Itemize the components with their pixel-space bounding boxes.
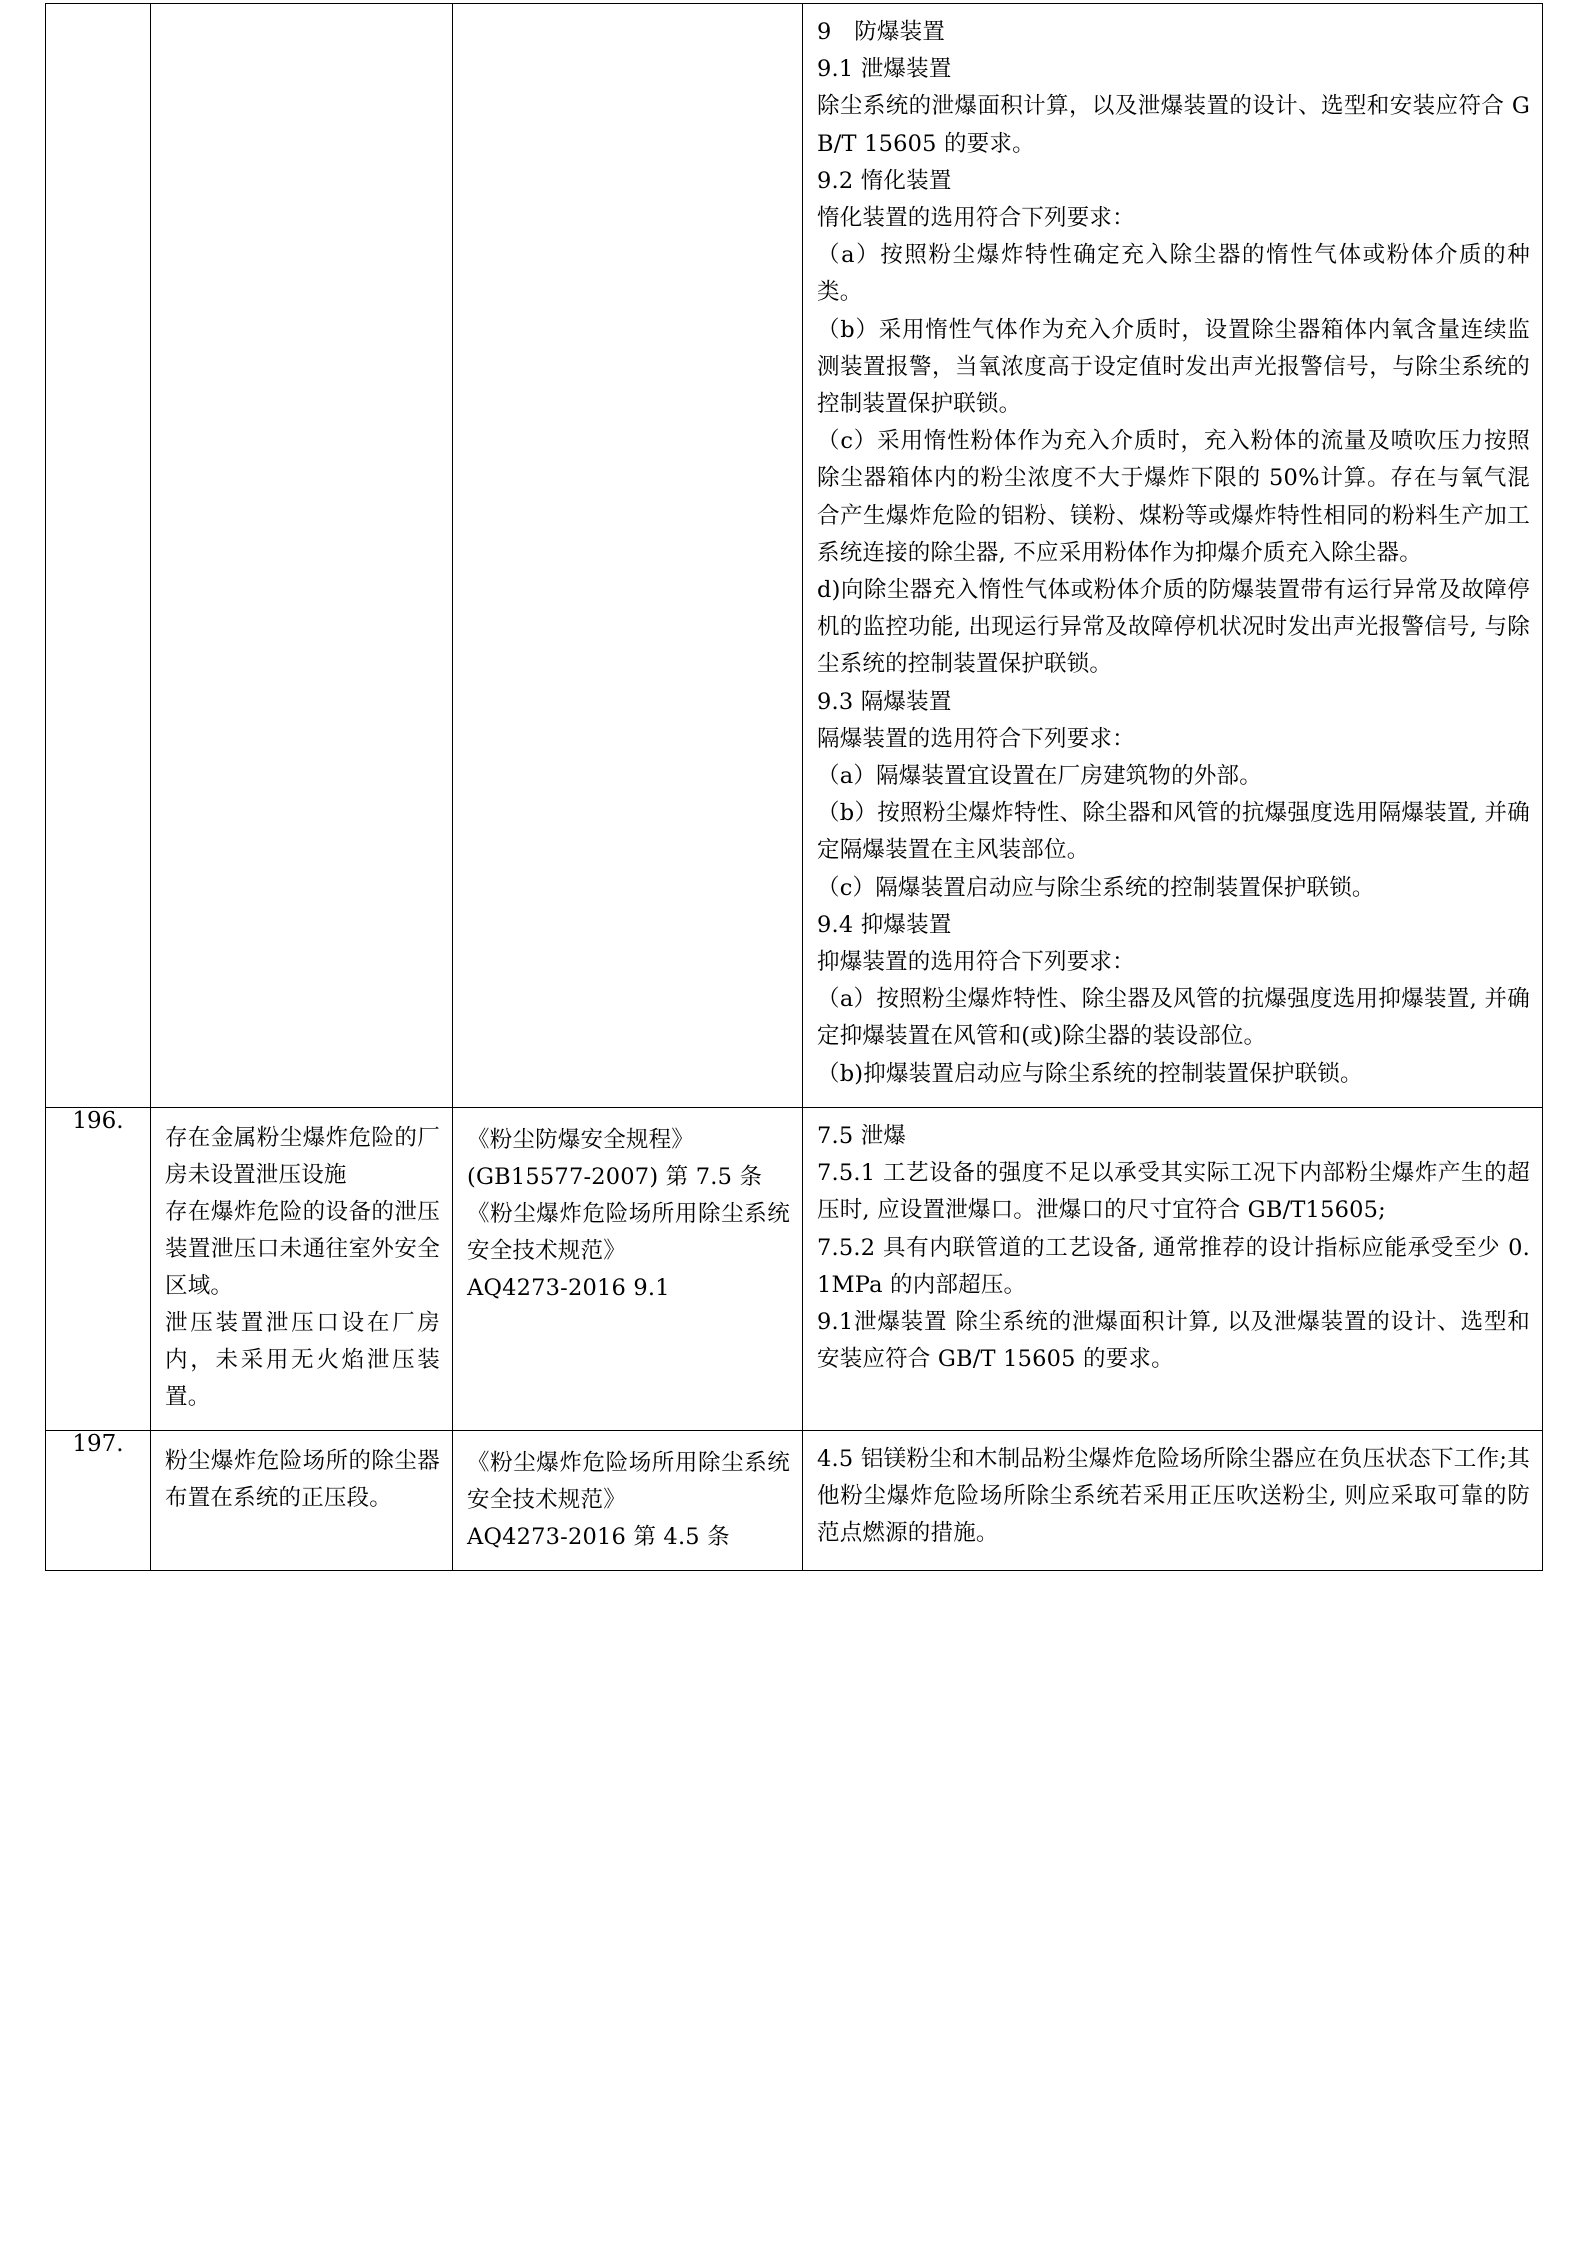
row-body-cell <box>803 4 1543 1108</box>
row-number: 196. <box>72 1107 124 1134</box>
row-reference-cell <box>453 4 803 1108</box>
row-body-cell <box>803 1107 1543 1430</box>
body-paragraph: 9.4 抑爆装置 <box>817 911 952 938</box>
table-row <box>46 1107 1543 1430</box>
body-paragraph: 4.5 铝镁粉尘和木制品粉尘爆炸危险场所除尘器应在负压状态下工作;其他粉尘爆炸危险场所除尘系统若采用正压吹送粉尘, 则应采取可靠的防范点燃源的措施。 <box>817 1445 1530 1547</box>
body-paragraph: 惰化装置的选用符合下列要求： <box>817 205 1135 232</box>
reference-paragraph: AQ4273-2016 第 4.5 条 <box>467 1523 730 1550</box>
body-paragraph: （c）采用惰性粉体作为充入介质时，充入粉体的流量及喷吹压力按照除尘器箱体内的粉尘浓度不大于爆炸下限的 50%计算。存在与氧气混合产生爆炸危险的铝粉、镁粉、煤粉等或爆炸特性相同的粉料生产加工系统连接的除尘器, 不应采用粉体作为抑爆介质充入除尘器。 <box>817 428 1530 566</box>
body-paragraph: （b)抑爆装置启动应与除尘系统的控制装置保护联锁。 <box>817 1060 1363 1087</box>
row-number-cell <box>46 1107 151 1430</box>
reference-paragraph: (GB15577-2007) 第 7.5 条 <box>467 1163 763 1190</box>
body-paragraph: 隔爆装置的选用符合下列要求： <box>817 725 1135 752</box>
row-item-cell <box>151 1430 453 1570</box>
row-reference-cell <box>453 1107 803 1430</box>
body-paragraph: 7.5 泄爆 <box>817 1122 907 1149</box>
body-paragraph: d)向除尘器充入惰性气体或粉体介质的防爆装置带有运行异常及故障停机的监控功能, 出现运行异常及故障停机状况时发出声光报警信号, 与除尘系统的控制装置保护联锁。 <box>817 577 1530 678</box>
reference-paragraph: 《粉尘防爆安全规程》 <box>467 1126 695 1153</box>
row-number-cell <box>46 1430 151 1570</box>
body-paragraph: 9.3 隔爆装置 <box>817 688 952 715</box>
body-paragraph: 7.5.2 具有内联管道的工艺设备, 通常推荐的设计指标应能承受至少 0.1MPa 的内部超压。 <box>817 1234 1530 1298</box>
row-item-cell <box>151 4 453 1108</box>
body-paragraph: 9.2 惰化装置 <box>817 167 952 194</box>
row-number: 197. <box>72 1430 124 1457</box>
item-paragraph: 泄压装置泄压口设在厂房内，未采用无火焰泄压装置。 <box>165 1309 440 1410</box>
table-row <box>46 1430 1543 1570</box>
body-paragraph: （a）按照粉尘爆炸特性、除尘器及风管的抗爆强度选用抑爆装置, 并确定抑爆装置在风管和(或)除尘器的装设部位。 <box>817 986 1530 1050</box>
body-paragraph: （a）隔爆装置宜设置在厂房建筑物的外部。 <box>817 763 1262 790</box>
row-body-cell <box>803 1430 1543 1570</box>
reference-paragraph: 《粉尘爆炸危险场所用除尘系统安全技术规范》 <box>467 1449 790 1513</box>
item-paragraph: 存在爆炸危险的设备的泄压装置泄压口未通往室外安全区域。 <box>165 1198 440 1299</box>
body-paragraph: （c）隔爆装置启动应与除尘系统的控制装置保护联锁。 <box>817 874 1375 901</box>
body-paragraph: 抑爆装置的选用符合下列要求： <box>817 949 1135 976</box>
item-paragraph: 存在金属粉尘爆炸危险的厂房未设置泄压设施 <box>165 1124 440 1188</box>
item-paragraph: 粉尘爆炸危险场所的除尘器布置在系统的正压段。 <box>165 1447 440 1511</box>
requirements-table <box>45 3 1543 1571</box>
row-number-cell <box>46 4 151 1108</box>
body-paragraph: （b）按照粉尘爆炸特性、除尘器和风管的抗爆强度选用隔爆装置, 并确定隔爆装置在主风装部位。 <box>817 800 1530 864</box>
row-item-cell <box>151 1107 453 1430</box>
row-reference-cell <box>453 1430 803 1570</box>
body-paragraph: 9 防爆装置 <box>817 19 946 45</box>
body-paragraph: 9.1泄爆装置 除尘系统的泄爆面积计算, 以及泄爆装置的设计、选型和安装应符合 GB/T 15605 的要求。 <box>817 1308 1530 1373</box>
reference-paragraph: AQ4273-2016 9.1 <box>467 1274 670 1301</box>
reference-paragraph: 《粉尘爆炸危险场所用除尘系统安全技术规范》 <box>467 1200 790 1264</box>
body-paragraph: 除尘系统的泄爆面积计算，以及泄爆装置的设计、选型和安装应符合 GB/T 15605 的要求。 <box>817 93 1530 157</box>
body-paragraph: 9.1 泄爆装置 <box>817 56 952 83</box>
body-paragraph: （a）按照粉尘爆炸特性确定充入除尘器的惰性气体或粉体介质的种类。 <box>817 242 1530 306</box>
table-row <box>46 4 1543 1108</box>
body-paragraph: （b）采用惰性气体作为充入介质时，设置除尘器箱体内氧含量连续监测装置报警，当氧浓度高于设定值时发出声光报警信号，与除尘系统的控制装置保护联锁。 <box>817 316 1530 418</box>
body-paragraph: 7.5.1 工艺设备的强度不足以承受其实际工况下内部粉尘爆炸产生的超压时, 应设置泄爆口。泄爆口的尺寸宜符合 GB/T15605; <box>817 1160 1530 1224</box>
